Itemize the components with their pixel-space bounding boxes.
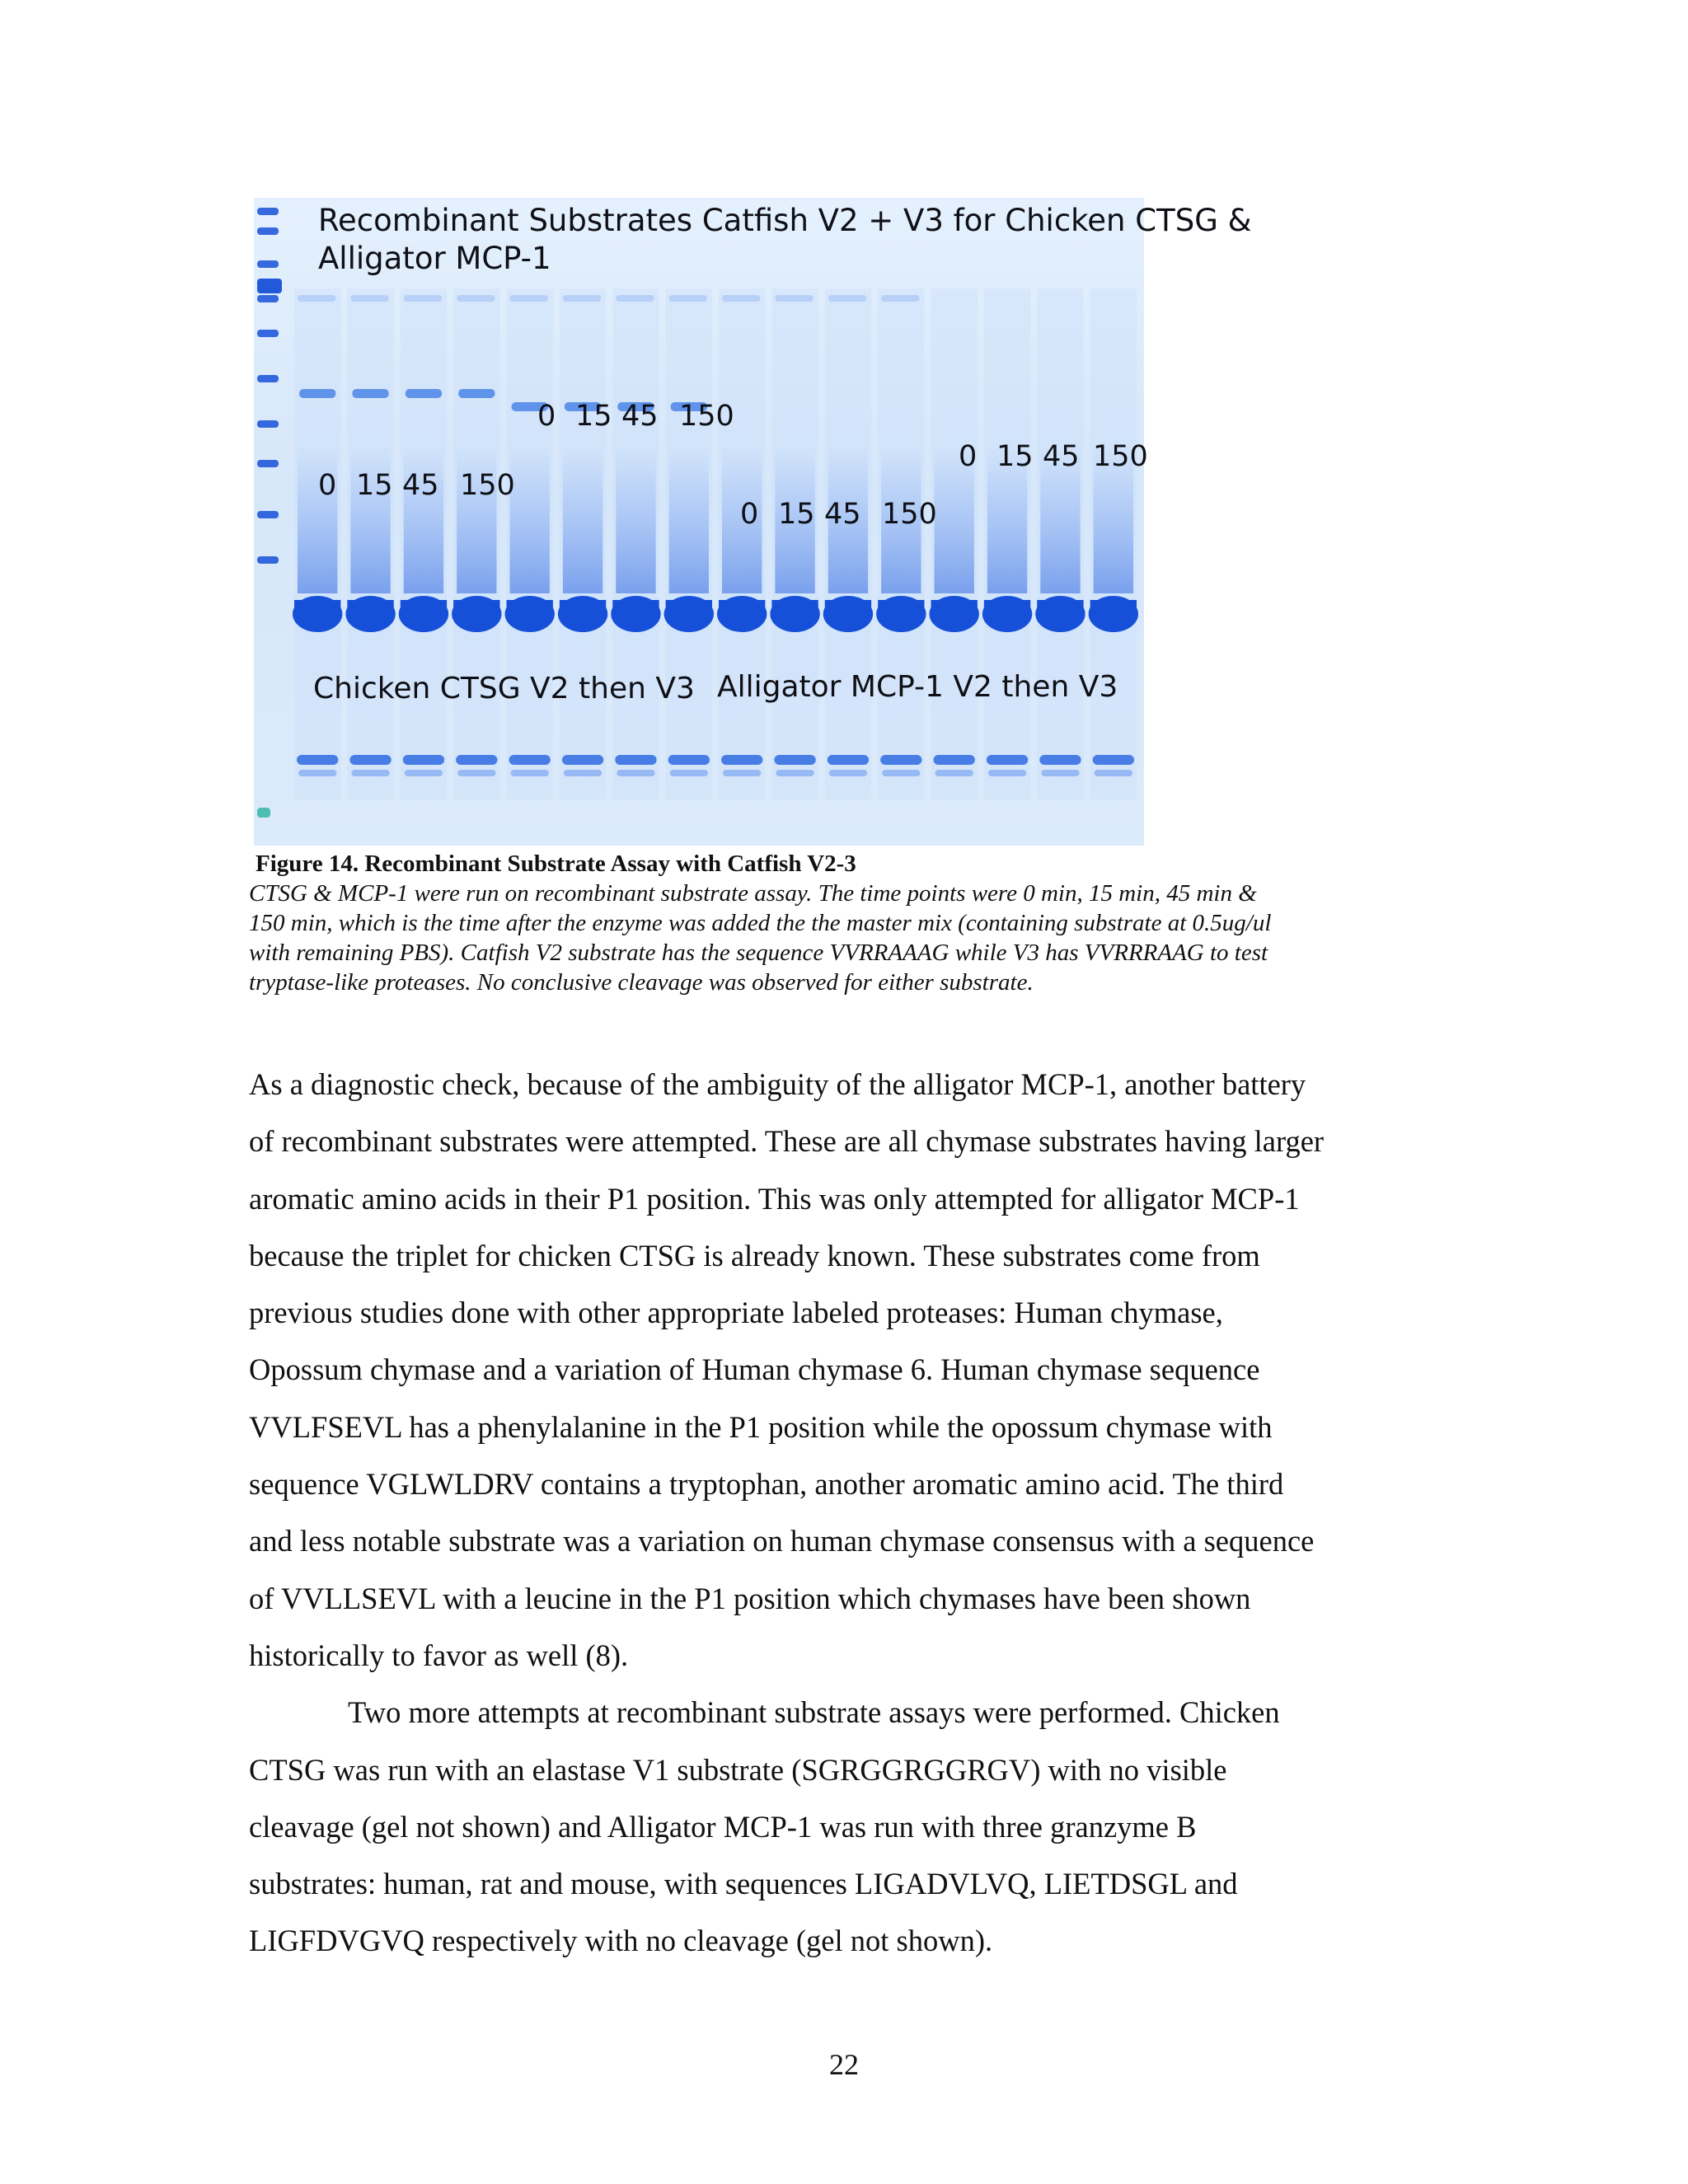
lower-band [880,755,921,765]
lane-smear [563,445,603,593]
gel-title-line-1: Recombinant Substrates Catfish V2 + V3 for Chicken CTSG & [318,203,1252,238]
lower-band [934,755,975,765]
ladder-band [257,227,279,235]
lane-smear [404,445,443,593]
time-label: 15 [996,440,1034,473]
faint-band [722,295,760,302]
faint-band [457,295,495,302]
lane-smear [298,445,337,593]
lower-band-faint [776,770,814,776]
lower-band [403,755,444,765]
lower-band-faint [935,770,973,776]
substrate-band [299,389,335,398]
main-band-body [560,600,606,615]
main-band-body [825,600,871,615]
body-line: of recombinant substrates were attempted. These are all chymase substrates having larger [249,1124,1325,1159]
lower-band [774,755,815,765]
main-band-body [401,600,447,615]
faint-band [563,295,601,302]
body-line: aromatic amino acids in their P1 position. This was only attempted for alligator MCP-1 [249,1181,1300,1216]
ladder-band [257,330,279,337]
lower-band-faint [617,770,654,776]
lower-band [1039,755,1081,765]
time-label: 15 [575,400,612,433]
faint-band [669,295,707,302]
lower-band-faint [670,770,708,776]
faint-band [775,295,813,302]
ladder-band [257,808,270,818]
group-label-chicken: Chicken CTSG V2 then V3 [313,672,695,705]
body-text [249,1056,1452,1970]
faint-band [616,295,654,302]
main-band-body [507,600,553,615]
lower-band-faint [882,770,920,776]
gel-figure [254,198,1252,846]
time-label: 150 [679,400,734,433]
caption-title: Figure 14. Recombinant Substrate Assay with Catfish V2-3 [256,851,856,877]
main-band-body [347,600,393,615]
main-band-body [1090,600,1137,615]
time-label: 45 [402,469,439,502]
lower-band [987,755,1028,765]
ladder-band [257,260,279,268]
ladder-band [257,420,279,428]
body-line: VVLFSEVL has a phenylalanine in the P1 position while the opossum chymase with [249,1409,1273,1444]
ladder-band [257,279,282,293]
faint-band [881,295,919,302]
main-band-body [666,600,712,615]
lower-band-faint [351,770,389,776]
caption-line: tryptase-like proteases. No conclusive cleavage was observed for either substrate. [249,969,1034,996]
ladder-band [257,295,279,302]
time-label: 0 [740,498,759,531]
substrate-band [406,389,442,398]
body-line: sequence VGLWLDRV contains a tryptophan, another aromatic amino acid. The third [249,1467,1284,1502]
body-line: previous studies done with other appropriate labeled proteases: Human chymase, [249,1296,1223,1330]
lower-band-faint [457,770,495,776]
body-line: As a diagnostic check, because of the ambiguity of the alligator MCP-1, another battery [249,1067,1306,1101]
lower-band [668,755,710,765]
time-label: 150 [1093,440,1148,473]
time-label: 45 [824,498,861,531]
substrate-band [352,389,388,398]
gel-image [254,198,1252,846]
lower-band [615,755,656,765]
main-band-body [1037,600,1083,615]
caption-line: CTSG & MCP-1 were run on recombinant substrate assay. The time points were 0 min, 15 min, 45 min & [249,880,1257,907]
time-label: 15 [778,498,815,531]
substrate-band [458,389,495,398]
lower-band-faint [1041,770,1079,776]
main-band-body [612,600,659,615]
faint-band [298,295,335,302]
faint-band [828,295,866,302]
lower-band [562,755,603,765]
lower-band-faint [564,770,602,776]
faint-band [350,295,388,302]
lower-band-faint [829,770,867,776]
lower-band [509,755,551,765]
time-label: 150 [882,498,937,531]
body-line: of VVLLSEVL with a leucine in the P1 position which chymases have been shown [249,1581,1251,1615]
ladder-band [257,460,279,467]
ladder-band [257,208,279,215]
caption-body [249,879,1452,997]
lower-band [456,755,497,765]
body-line: Two more attempts at recombinant substrate assays were performed. Chicken [348,1695,1280,1730]
main-band-body [931,600,978,615]
lower-band [1093,755,1134,765]
lower-band-faint [988,770,1026,776]
main-band-body [984,600,1030,615]
time-label: 45 [621,400,659,433]
time-label: 150 [460,469,515,502]
time-label: 15 [356,469,393,502]
lower-band-faint [723,770,761,776]
caption-line: with remaining PBS). Catfish V2 substrate has the sequence VVRRAAAG while V3 has VVRRRAAG to test [249,940,1268,966]
faint-band [404,295,442,302]
time-label: 0 [318,469,337,502]
main-band-body [719,600,765,615]
lane-smear [350,445,390,593]
time-label: 0 [959,440,978,473]
time-label: 0 [537,400,556,433]
body-line: CTSG was run with an elastase V1 substrate (SGRGGRGGRGV) with no visible [249,1752,1227,1787]
lower-band [297,755,338,765]
group-label-alligator: Alligator MCP-1 V2 then V3 [717,670,1118,704]
body-line: LIGFDVGVQ respectively with no cleavage (gel not shown). [249,1924,993,1958]
body-line: historically to favor as well (8). [249,1638,629,1672]
time-label: 45 [1043,440,1080,473]
body-line: Opossum chymase and a variation of Human chymase 6. Human chymase sequence [249,1352,1260,1387]
lower-band [721,755,762,765]
body-line: because the triplet for chicken CTSG is already known. These substrates come from [249,1238,1260,1272]
lower-band-faint [511,770,549,776]
main-band-body [771,600,818,615]
lower-band [828,755,869,765]
gel-title-line-2: Alligator MCP-1 [318,241,551,276]
caption-line: 150 min, which is the time after the enzyme was added the the master mix (containing substrate at 0.5ug/ul [249,910,1272,936]
figure-caption [249,849,1452,997]
lane-smear [510,445,550,593]
body-line: cleavage (gel not shown) and Alligator MCP-1 was run with three granzyme B [249,1809,1197,1844]
lane-smear [616,445,655,593]
lower-band-faint [405,770,443,776]
lower-band-faint [298,770,336,776]
body-line: substrates: human, rat and mouse, with sequences LIGADVLVQ, LIETDSGL and [249,1867,1238,1901]
lane-smear [669,445,709,593]
main-band-body [453,600,499,615]
lane-smear [457,445,496,593]
ladder-band [257,556,279,564]
lower-band [349,755,391,765]
ladder-band [257,375,279,382]
page-number: 22 [829,2048,859,2081]
main-band-body [294,600,340,615]
lower-band-faint [1095,770,1132,776]
main-band-body [878,600,924,615]
faint-band [510,295,548,302]
body-line: and less notable substrate was a variation on human chymase consensus with a sequence [249,1524,1315,1558]
ladder-band [257,511,279,518]
